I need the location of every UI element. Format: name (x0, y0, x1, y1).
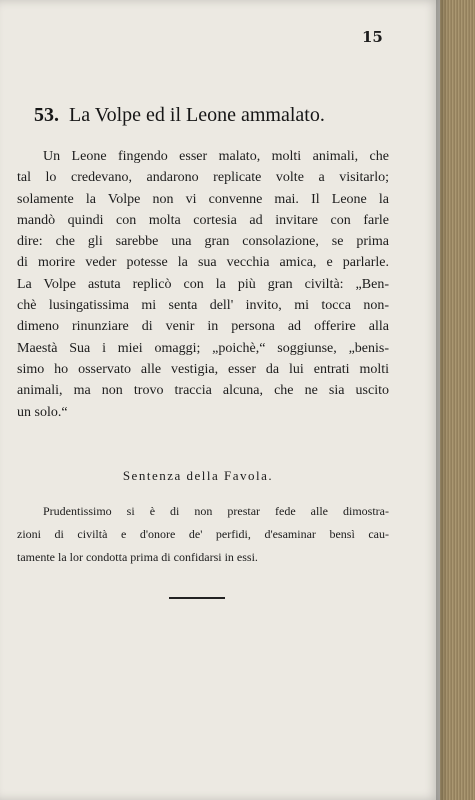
fable-line: Maestà Sua i miei omaggi; „poichè,“ soggiunse, „benis- (17, 340, 389, 356)
fable-line: tal lo credevano, andarono replicate volte a visitarlo; (17, 170, 389, 186)
fable-body (17, 146, 389, 423)
page-number: 15 (362, 28, 383, 46)
moral-heading: Sentenza della Favola. (122, 468, 274, 483)
fable-line: un solo.“ (17, 404, 68, 420)
fable-line: solamente la Volpe non vi convenne mai. Il Leone la (17, 191, 389, 207)
moral-body (17, 500, 389, 569)
fable-line: chè lusingatissima mi senta dell' invito, mi tocca non- (17, 298, 389, 314)
fable-line: La Volpe astuta replicò con la più gran civiltà: „Ben- (17, 276, 389, 292)
fable-line: di morire veder potesse la sua vecchia amica, e parlarle. (17, 255, 389, 271)
fable-number: 53. (34, 104, 59, 126)
moral-line: Prudentissimo si è di non prestar fede alle dimostra- (43, 504, 389, 518)
fable-title-text: La Volpe ed il Leone ammalato. (69, 104, 325, 126)
fable-line: dimeno rinunziare di venir in persona ad offerire alla (17, 319, 389, 335)
fable-line: Un Leone fingendo esser malato, molti animali, che (43, 149, 389, 164)
fable-title (34, 104, 434, 127)
fable-line: dire: che gli sarebbe una gran consolazione, se prima (17, 234, 389, 250)
fable-line: animali, ma non trovo traccia alcuna, che ne sia uscito (17, 383, 389, 399)
closing-rule (169, 597, 225, 599)
moral-line: zioni di civiltà e d'onore de' perfidi, d'esaminar bensì cau- (17, 527, 389, 541)
fable-line: mandò quindi con molta cortesia ad invitare con farle (17, 212, 389, 228)
fable-line: simo ho osservato alle vestigia, esser da lui entrati molti (17, 361, 389, 377)
gutter-shadow (436, 0, 448, 800)
moral-line: tamente la lor condotta prima di confidarsi in essi. (17, 550, 258, 564)
